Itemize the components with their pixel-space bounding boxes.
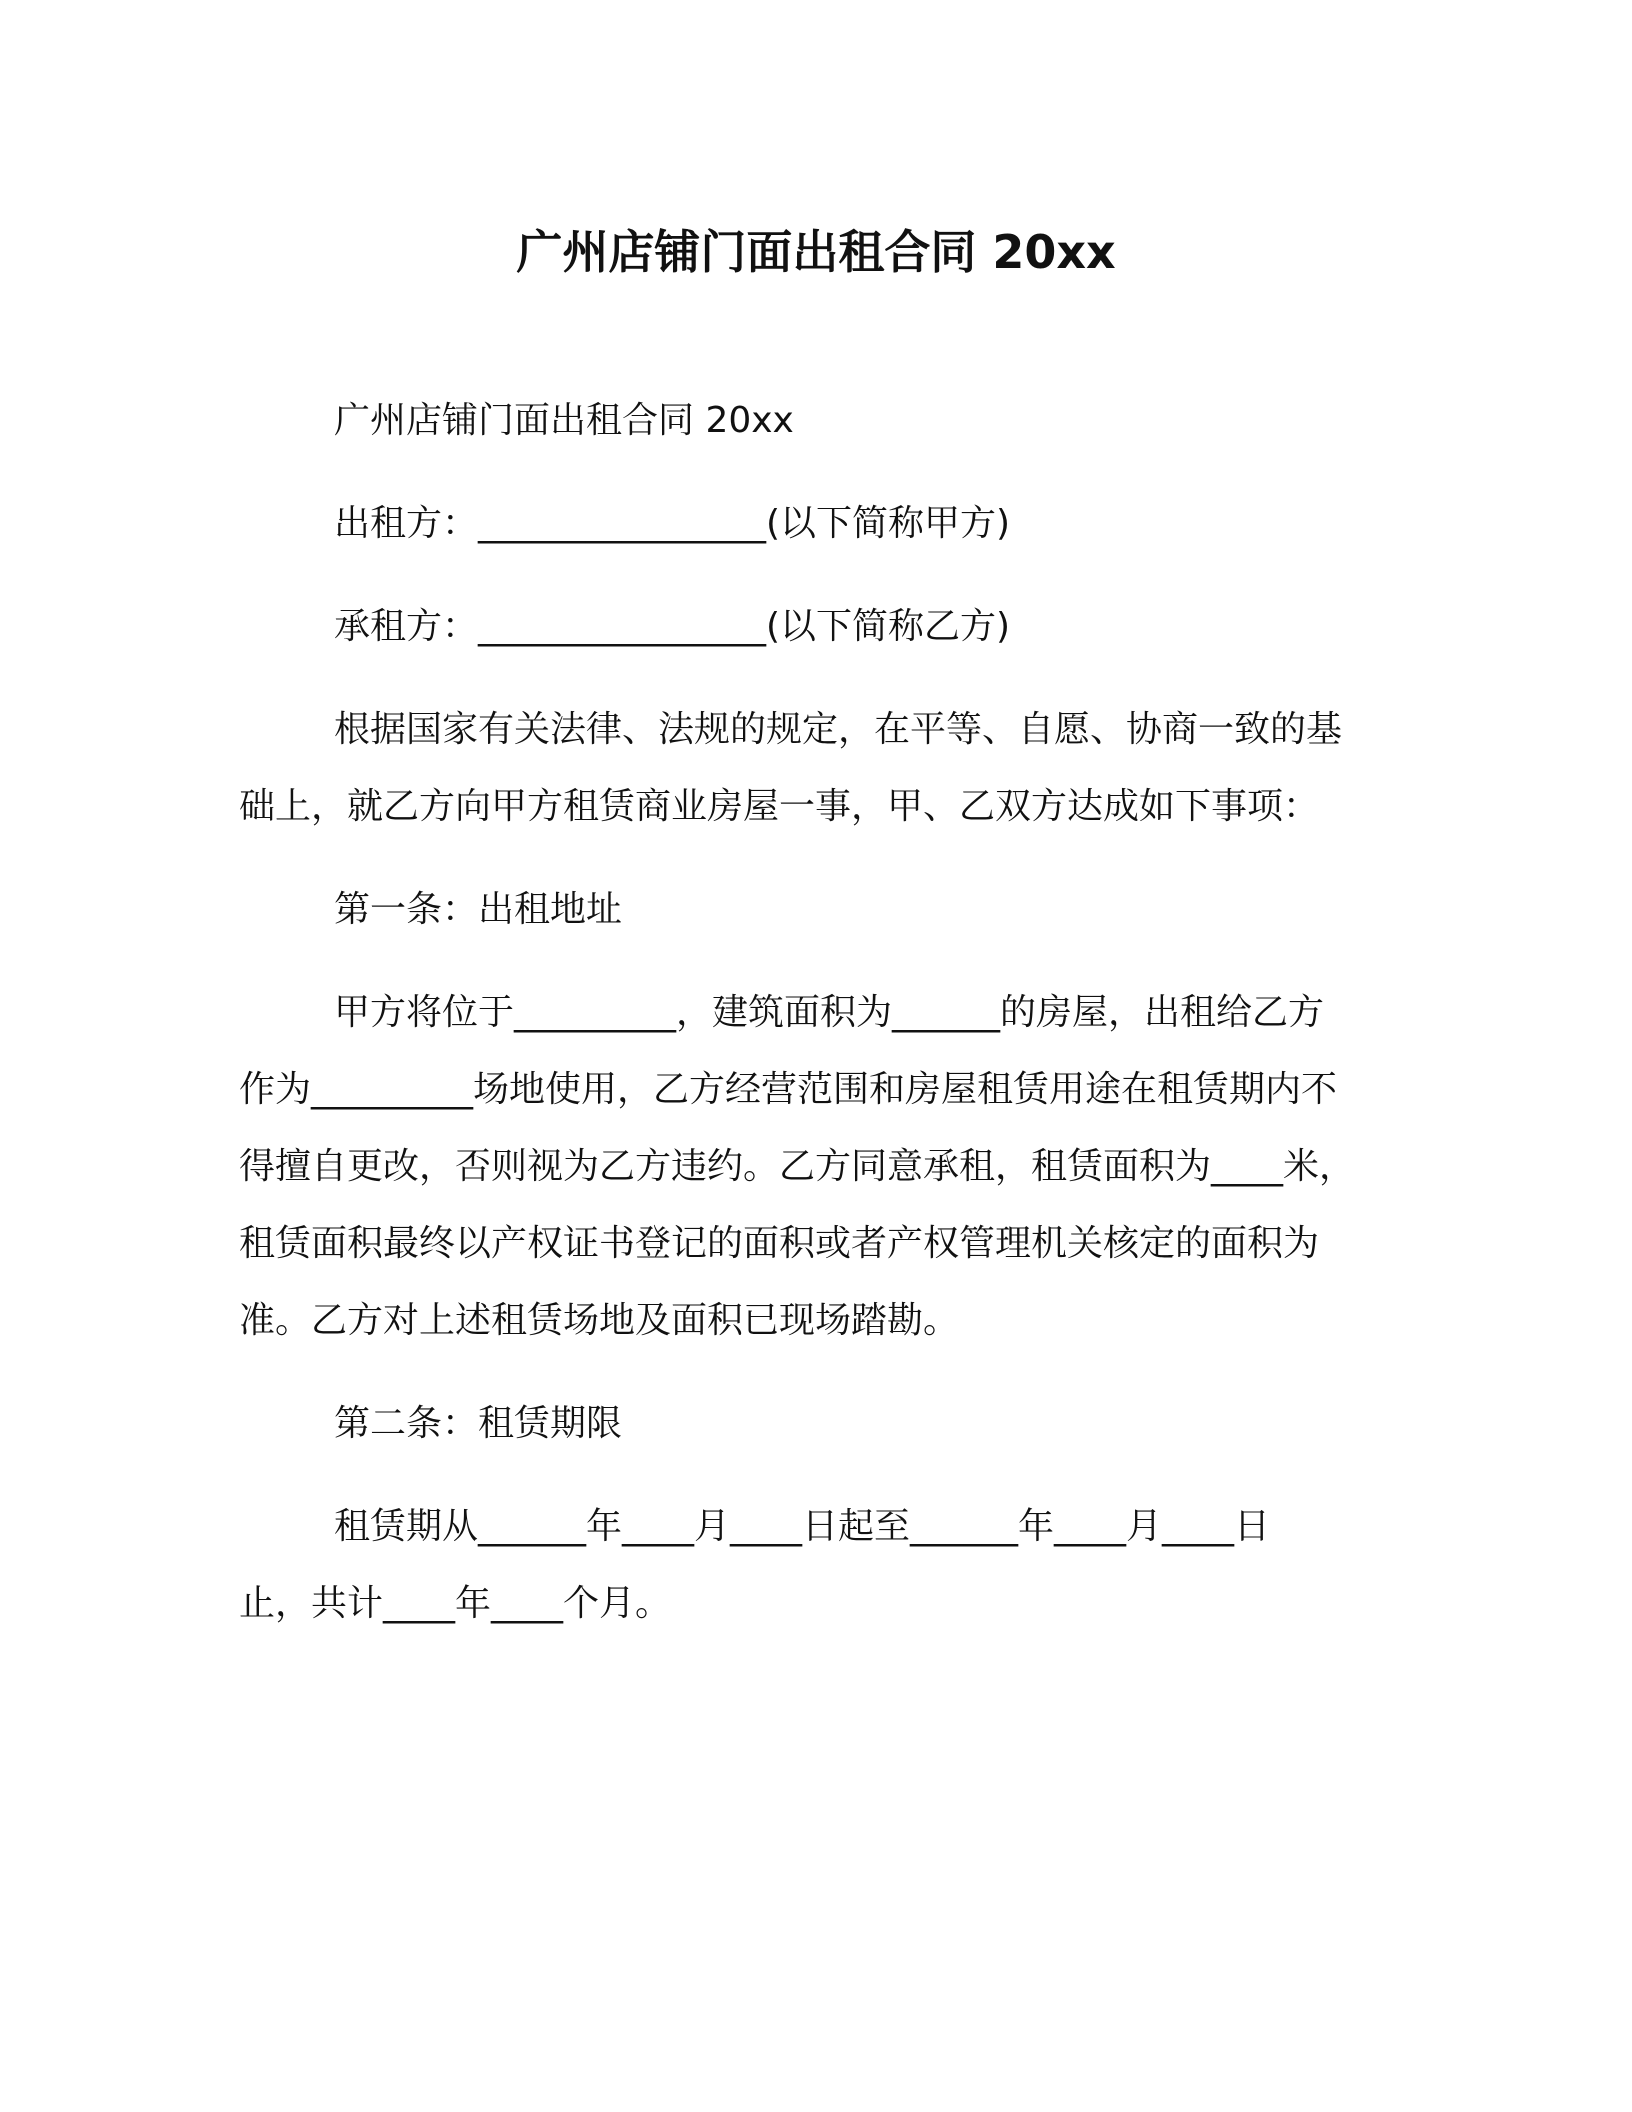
lessee-line: 承租方：________________(以下简称乙方): [334, 606, 1011, 647]
article1-line: 得擅自更改，否则视为乙方违约。乙方同意承租，租赁面积为____米，: [239, 1146, 1356, 1187]
intro-line: 础上，就乙方向甲方租赁商业房屋一事，甲、乙双方达成如下事项：: [239, 786, 1320, 827]
article1-heading: 第一条：出租地址: [334, 889, 623, 930]
document-title: 广州店铺门面出租合同 20xx: [516, 225, 1116, 279]
article2-line: 租赁期从______年____月____日起至______年____月____日: [334, 1506, 1271, 1547]
article1-line: 作为_________场地使用，乙方经营范围和房屋租赁用途在租赁期内不: [239, 1069, 1338, 1110]
article1-line: 甲方将位于_________，建筑面积为______的房屋，出租给乙方: [334, 992, 1325, 1033]
article1-line: 准。乙方对上述租赁场地及面积已现场踏勘。: [239, 1300, 960, 1341]
intro-line: 根据国家有关法律、法规的规定，在平等、自愿、协商一致的基: [334, 709, 1343, 750]
document-subtitle: 广州店铺门面出租合同 20xx: [334, 400, 794, 441]
article1-line: 租赁面积最终以产权证书登记的面积或者产权管理机关核定的面积为: [239, 1223, 1320, 1264]
lessor-line: 出租方：________________(以下简称甲方): [334, 503, 1011, 544]
article2-line: 止，共计____年____个月。: [239, 1583, 672, 1624]
article2-heading: 第二条：租赁期限: [334, 1403, 623, 1444]
